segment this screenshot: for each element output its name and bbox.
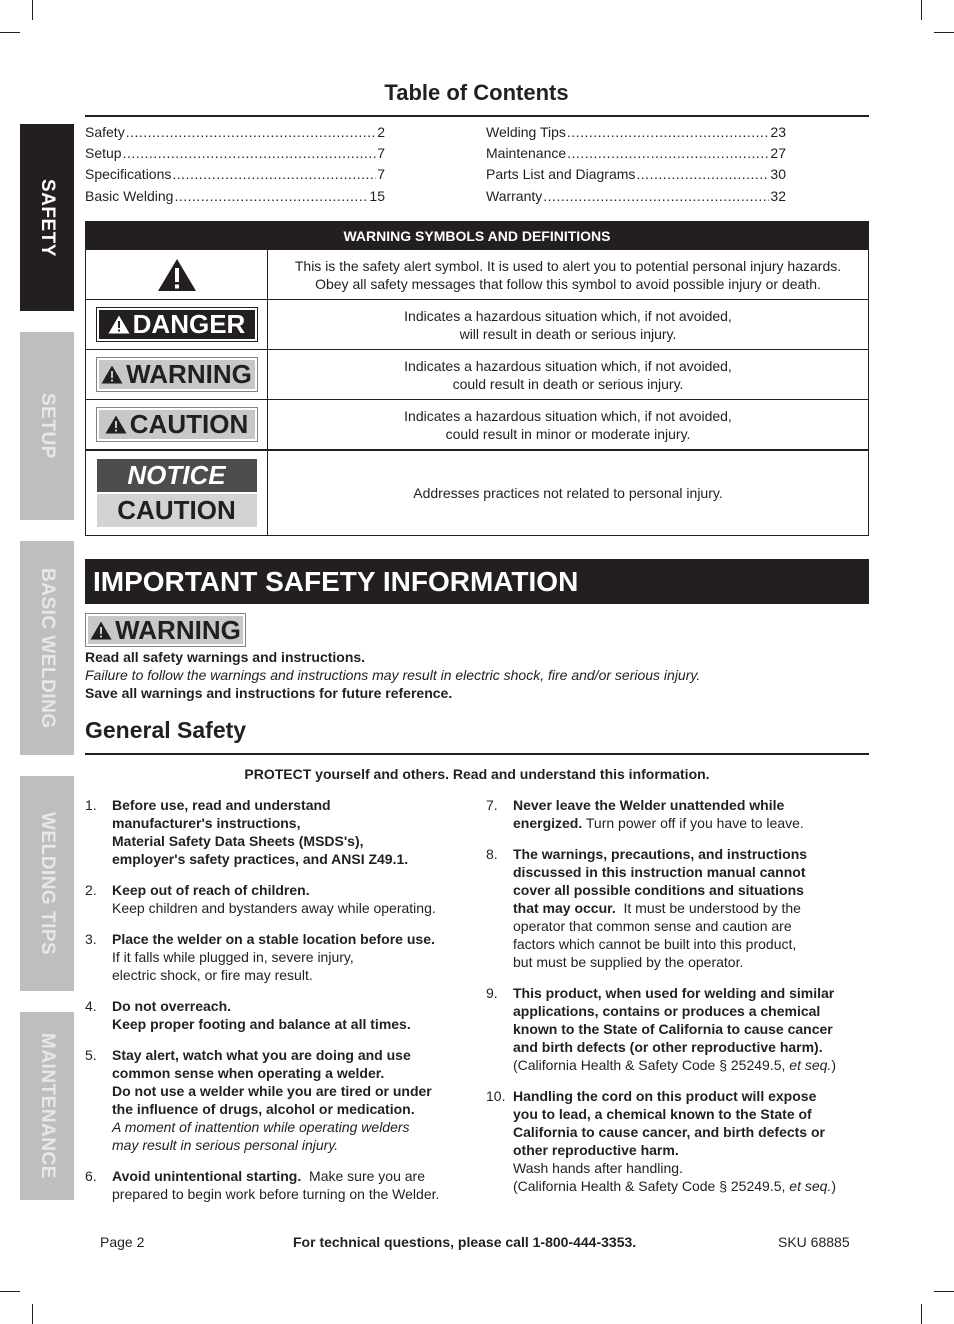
item-text: Turn power off if you have to leave.	[582, 815, 804, 831]
side-tab-label: BASIC WELDING	[37, 567, 58, 729]
item-text-line: but must be supplied by the operator.	[513, 954, 744, 970]
toc-leader	[172, 166, 376, 182]
item-bold-line: Keep out of reach of children.	[112, 882, 310, 898]
toc-entry-welding-tips[interactable]	[486, 121, 786, 142]
definition-cell	[268, 250, 868, 299]
safety-alert-icon	[157, 258, 197, 292]
toc-leader	[567, 124, 770, 140]
toc-leader	[123, 145, 377, 161]
toc-label: Specifications	[85, 166, 172, 183]
alert-triangle-icon	[101, 365, 123, 384]
toc-entry-parts-list[interactable]	[486, 164, 786, 185]
toc-entry-specifications[interactable]	[85, 164, 385, 185]
toc-leader	[543, 188, 769, 204]
toc-label: Safety	[85, 123, 125, 140]
item-bold-text: energized.	[513, 815, 583, 831]
signal-word-text: WARNING	[115, 614, 241, 645]
item-bold-line: manufacturer's instructions,	[112, 815, 301, 831]
item-bold-line: other reproductive harm.	[513, 1142, 679, 1158]
toc-right-column	[486, 121, 786, 206]
safety-list-left	[85, 796, 470, 1216]
toc-page: 23	[770, 123, 786, 140]
symbol-cell	[86, 400, 268, 449]
warning-row-alert	[86, 249, 868, 299]
toc-entry-setup[interactable]	[85, 142, 385, 163]
list-item	[85, 881, 470, 917]
toc-entry-warranty[interactable]	[486, 185, 786, 206]
page-number: Page 2	[100, 1234, 145, 1250]
symbol-cell	[86, 250, 268, 299]
definition-cell	[268, 400, 868, 449]
symbol-cell	[86, 451, 268, 535]
definition-line: Indicates a hazardous situation which, if not avoided,	[404, 407, 732, 424]
toc-label: Setup	[85, 144, 122, 161]
item-text-line: prepared to begin work before turning on the Welder.	[112, 1186, 440, 1202]
list-item	[486, 796, 869, 832]
definition-line: could result in minor or moderate injury.	[445, 425, 691, 442]
item-number: 3.	[85, 931, 97, 947]
warning-symbols-header	[86, 222, 868, 249]
sku-number: SKU 68885	[778, 1234, 850, 1250]
code-citation-italic: et seq.	[789, 1178, 832, 1194]
toc-label: Welding Tips	[486, 123, 566, 140]
list-item	[486, 984, 869, 1074]
list-item	[85, 796, 470, 868]
toc-page: 7	[377, 144, 385, 161]
item-bold-line: Keep proper footing and balance at all times.	[112, 1016, 411, 1032]
definition-line: Addresses practices not related to personal injury.	[413, 485, 723, 501]
code-citation: (California Health & Safety Code § 25249.5,	[513, 1057, 790, 1073]
warning-row-warning	[86, 349, 868, 399]
isi-line-read: Read all safety warnings and instructions.	[85, 649, 366, 665]
caution-plain-signal-word	[97, 494, 257, 527]
signal-word-text: WARNING	[126, 359, 252, 389]
toc-left-column	[85, 121, 385, 206]
item-bold-line: Do not overreach.	[112, 998, 232, 1014]
item-text-line: operator that common sense and caution are	[513, 918, 792, 934]
list-item	[85, 997, 470, 1033]
item-bold-line: you to lead, a chemical known to the State of	[513, 1106, 812, 1122]
item-bold-line: the influence of drugs, alcohol or medication.	[112, 1101, 415, 1117]
alert-triangle-icon	[108, 315, 130, 334]
crop-mark	[921, 1304, 922, 1324]
divider	[85, 753, 869, 755]
toc-leader	[126, 124, 377, 140]
toc-page: 7	[377, 166, 385, 183]
list-item	[85, 930, 470, 984]
list-item	[486, 1087, 869, 1195]
warning-signal-word	[86, 614, 245, 646]
item-bold-line: Handling the cord on this product will expose	[513, 1088, 817, 1104]
item-bold-line: This product, when used for welding and similar	[513, 985, 835, 1001]
toc-label: Basic Welding	[85, 187, 174, 204]
crop-mark	[0, 32, 20, 33]
list-item	[486, 845, 869, 971]
item-number: 5.	[85, 1047, 97, 1063]
side-tab-label: SETUP	[37, 393, 58, 459]
item-bold-line: Place the welder on a stable location before use.	[112, 931, 435, 947]
caution-signal-word	[97, 408, 257, 441]
signal-word-text: CAUTION	[129, 409, 249, 439]
list-item	[85, 1046, 470, 1154]
item-bold-line: known to the State of California to cause cancer	[513, 1021, 833, 1037]
item-number: 6.	[85, 1168, 97, 1184]
toc-entry-maintenance[interactable]	[486, 142, 786, 163]
item-number: 4.	[85, 998, 97, 1014]
item-text-line: electric shock, or fire may result.	[112, 967, 313, 983]
definition-line: This is the safety alert symbol. It is used to alert you to potential personal injury hazards.	[294, 257, 842, 274]
notice-signal-word	[97, 459, 257, 492]
item-bold-line: discussed in this instruction manual cannot	[513, 864, 806, 880]
list-item	[85, 1167, 470, 1203]
item-number: 7.	[486, 797, 498, 813]
side-tab-welding-tips[interactable]	[20, 776, 74, 991]
side-tab-label: SAFETY	[37, 178, 58, 257]
tech-support-line: For technical questions, please call 1-800-444-3353.	[293, 1234, 637, 1250]
item-bold-line: and birth defects (or other reproductive harm).	[513, 1039, 823, 1055]
warning-row-notice	[86, 449, 868, 535]
toc-entry-basic-welding[interactable]	[85, 185, 385, 206]
symbol-cell	[86, 300, 268, 349]
toc-page: 32	[770, 187, 786, 204]
item-bold-line: cover all possible conditions and situations	[513, 882, 804, 898]
definition-line: Indicates a hazardous situation which, if not avoided,	[404, 357, 732, 374]
general-safety-intro: PROTECT yourself and others. Read and understand this information.	[244, 766, 710, 782]
side-tab-maintenance[interactable]	[20, 1012, 74, 1200]
toc-entry-safety[interactable]	[85, 121, 385, 142]
item-bold-line: Stay alert, watch what you are doing and use	[112, 1047, 411, 1063]
safety-list-right	[486, 796, 869, 1208]
warning-symbols-table	[85, 221, 869, 536]
side-tab-label: WELDING TIPS	[37, 811, 58, 956]
item-bold-line: applications, contains or produces a chemical	[513, 1003, 821, 1019]
toc-label: Maintenance	[486, 144, 567, 161]
crop-mark	[0, 1291, 20, 1292]
definition-cell	[268, 451, 868, 535]
item-text-line: If it falls while plugged in, severe injury,	[112, 949, 354, 965]
item-bold-line: common sense when operating a welder.	[112, 1065, 385, 1081]
item-text: Make sure you are	[301, 1168, 425, 1184]
item-number: 8.	[486, 846, 498, 862]
toc-page: 2	[377, 123, 385, 140]
item-bold-line: Material Safety Data Sheets (MSDS's),	[112, 833, 364, 849]
item-bold-line: Do not use a welder while you are tired or under	[112, 1083, 432, 1099]
item-text-line: factors which cannot be built into this product,	[513, 936, 797, 952]
crop-mark	[934, 32, 954, 33]
crop-mark	[32, 0, 33, 20]
toc-page: 15	[369, 187, 385, 204]
crop-mark	[921, 0, 922, 20]
isi-line-failure: Failure to follow the warnings and instructions may result in electric shock, fire and/or serious injury.	[85, 667, 701, 683]
important-safety-banner	[85, 559, 869, 604]
definition-line: will result in death or serious injury.	[459, 325, 677, 342]
item-text-line: Keep children and bystanders away while operating.	[112, 900, 436, 916]
item-number: 9.	[486, 985, 498, 1001]
divider	[85, 115, 869, 117]
code-citation-close: )	[831, 1178, 836, 1194]
toc-label: Parts List and Diagrams	[486, 166, 636, 183]
code-citation: (California Health & Safety Code § 25249.5,	[513, 1178, 790, 1194]
signal-word-text: NOTICE	[127, 460, 226, 490]
signal-word-text: DANGER	[132, 309, 246, 339]
item-bold-text: Avoid unintentional starting.	[112, 1168, 302, 1184]
toc-leader	[636, 166, 769, 182]
toc-leader	[567, 145, 769, 161]
definition-line: Obey all safety messages that follow this symbol to avoid possible injury or death.	[315, 275, 821, 292]
definition-cell	[268, 350, 868, 399]
general-safety-title: General Safety	[85, 717, 247, 743]
toc-title: Table of Contents	[384, 80, 569, 105]
code-citation-italic: et seq.	[789, 1057, 832, 1073]
toc-page: 27	[770, 144, 786, 161]
item-text: It must be understood by the	[615, 900, 801, 916]
item-number: 2.	[85, 882, 97, 898]
item-bold-line: The warnings, precautions, and instructions	[513, 846, 808, 862]
toc-page: 30	[770, 166, 786, 183]
code-citation-close: )	[831, 1057, 836, 1073]
crop-mark	[32, 1304, 33, 1324]
item-bold-line: employer's safety practices, and ANSI Z49.1.	[112, 851, 409, 867]
banner-title: IMPORTANT SAFETY INFORMATION	[93, 565, 579, 597]
side-tab-setup[interactable]	[20, 332, 74, 520]
item-number: 10.	[486, 1088, 506, 1104]
item-bold-line: Never leave the Welder unattended while	[513, 797, 785, 813]
danger-signal-word	[97, 308, 257, 341]
symbol-cell	[86, 350, 268, 399]
table-header-text: WARNING SYMBOLS AND DEFINITIONS	[343, 227, 611, 244]
side-tab-label: MAINTENANCE	[37, 1033, 58, 1179]
item-number: 1.	[85, 797, 97, 813]
item-bold-line: Before use, read and understand	[112, 797, 331, 813]
definition-line: Indicates a hazardous situation which, if not avoided,	[404, 307, 732, 324]
toc-label: Warranty	[486, 187, 543, 204]
item-bold-line: California to cause cancer, and birth defects or	[513, 1124, 825, 1140]
item-bold-text: that may occur.	[513, 900, 616, 916]
isi-line-save: Save all warnings and instructions for future reference.	[85, 685, 453, 701]
item-italic-line: A moment of inattention while operating welders	[112, 1119, 410, 1135]
side-tab-basic-welding[interactable]	[20, 541, 74, 755]
warning-row-danger	[86, 299, 868, 349]
toc-leader	[174, 188, 368, 204]
alert-triangle-icon	[105, 415, 127, 434]
item-italic-line: may result in serious personal injury.	[112, 1137, 339, 1153]
crop-mark	[934, 1291, 954, 1292]
warning-row-caution	[86, 399, 868, 449]
definition-line: could result in death or serious injury.	[452, 375, 684, 392]
signal-word-text: CAUTION	[117, 495, 236, 525]
alert-triangle-icon	[90, 621, 112, 640]
side-tab-safety[interactable]	[20, 124, 74, 311]
item-text-line: Wash hands after handling.	[513, 1160, 683, 1176]
warning-signal-word	[97, 358, 257, 391]
definition-cell	[268, 300, 868, 349]
